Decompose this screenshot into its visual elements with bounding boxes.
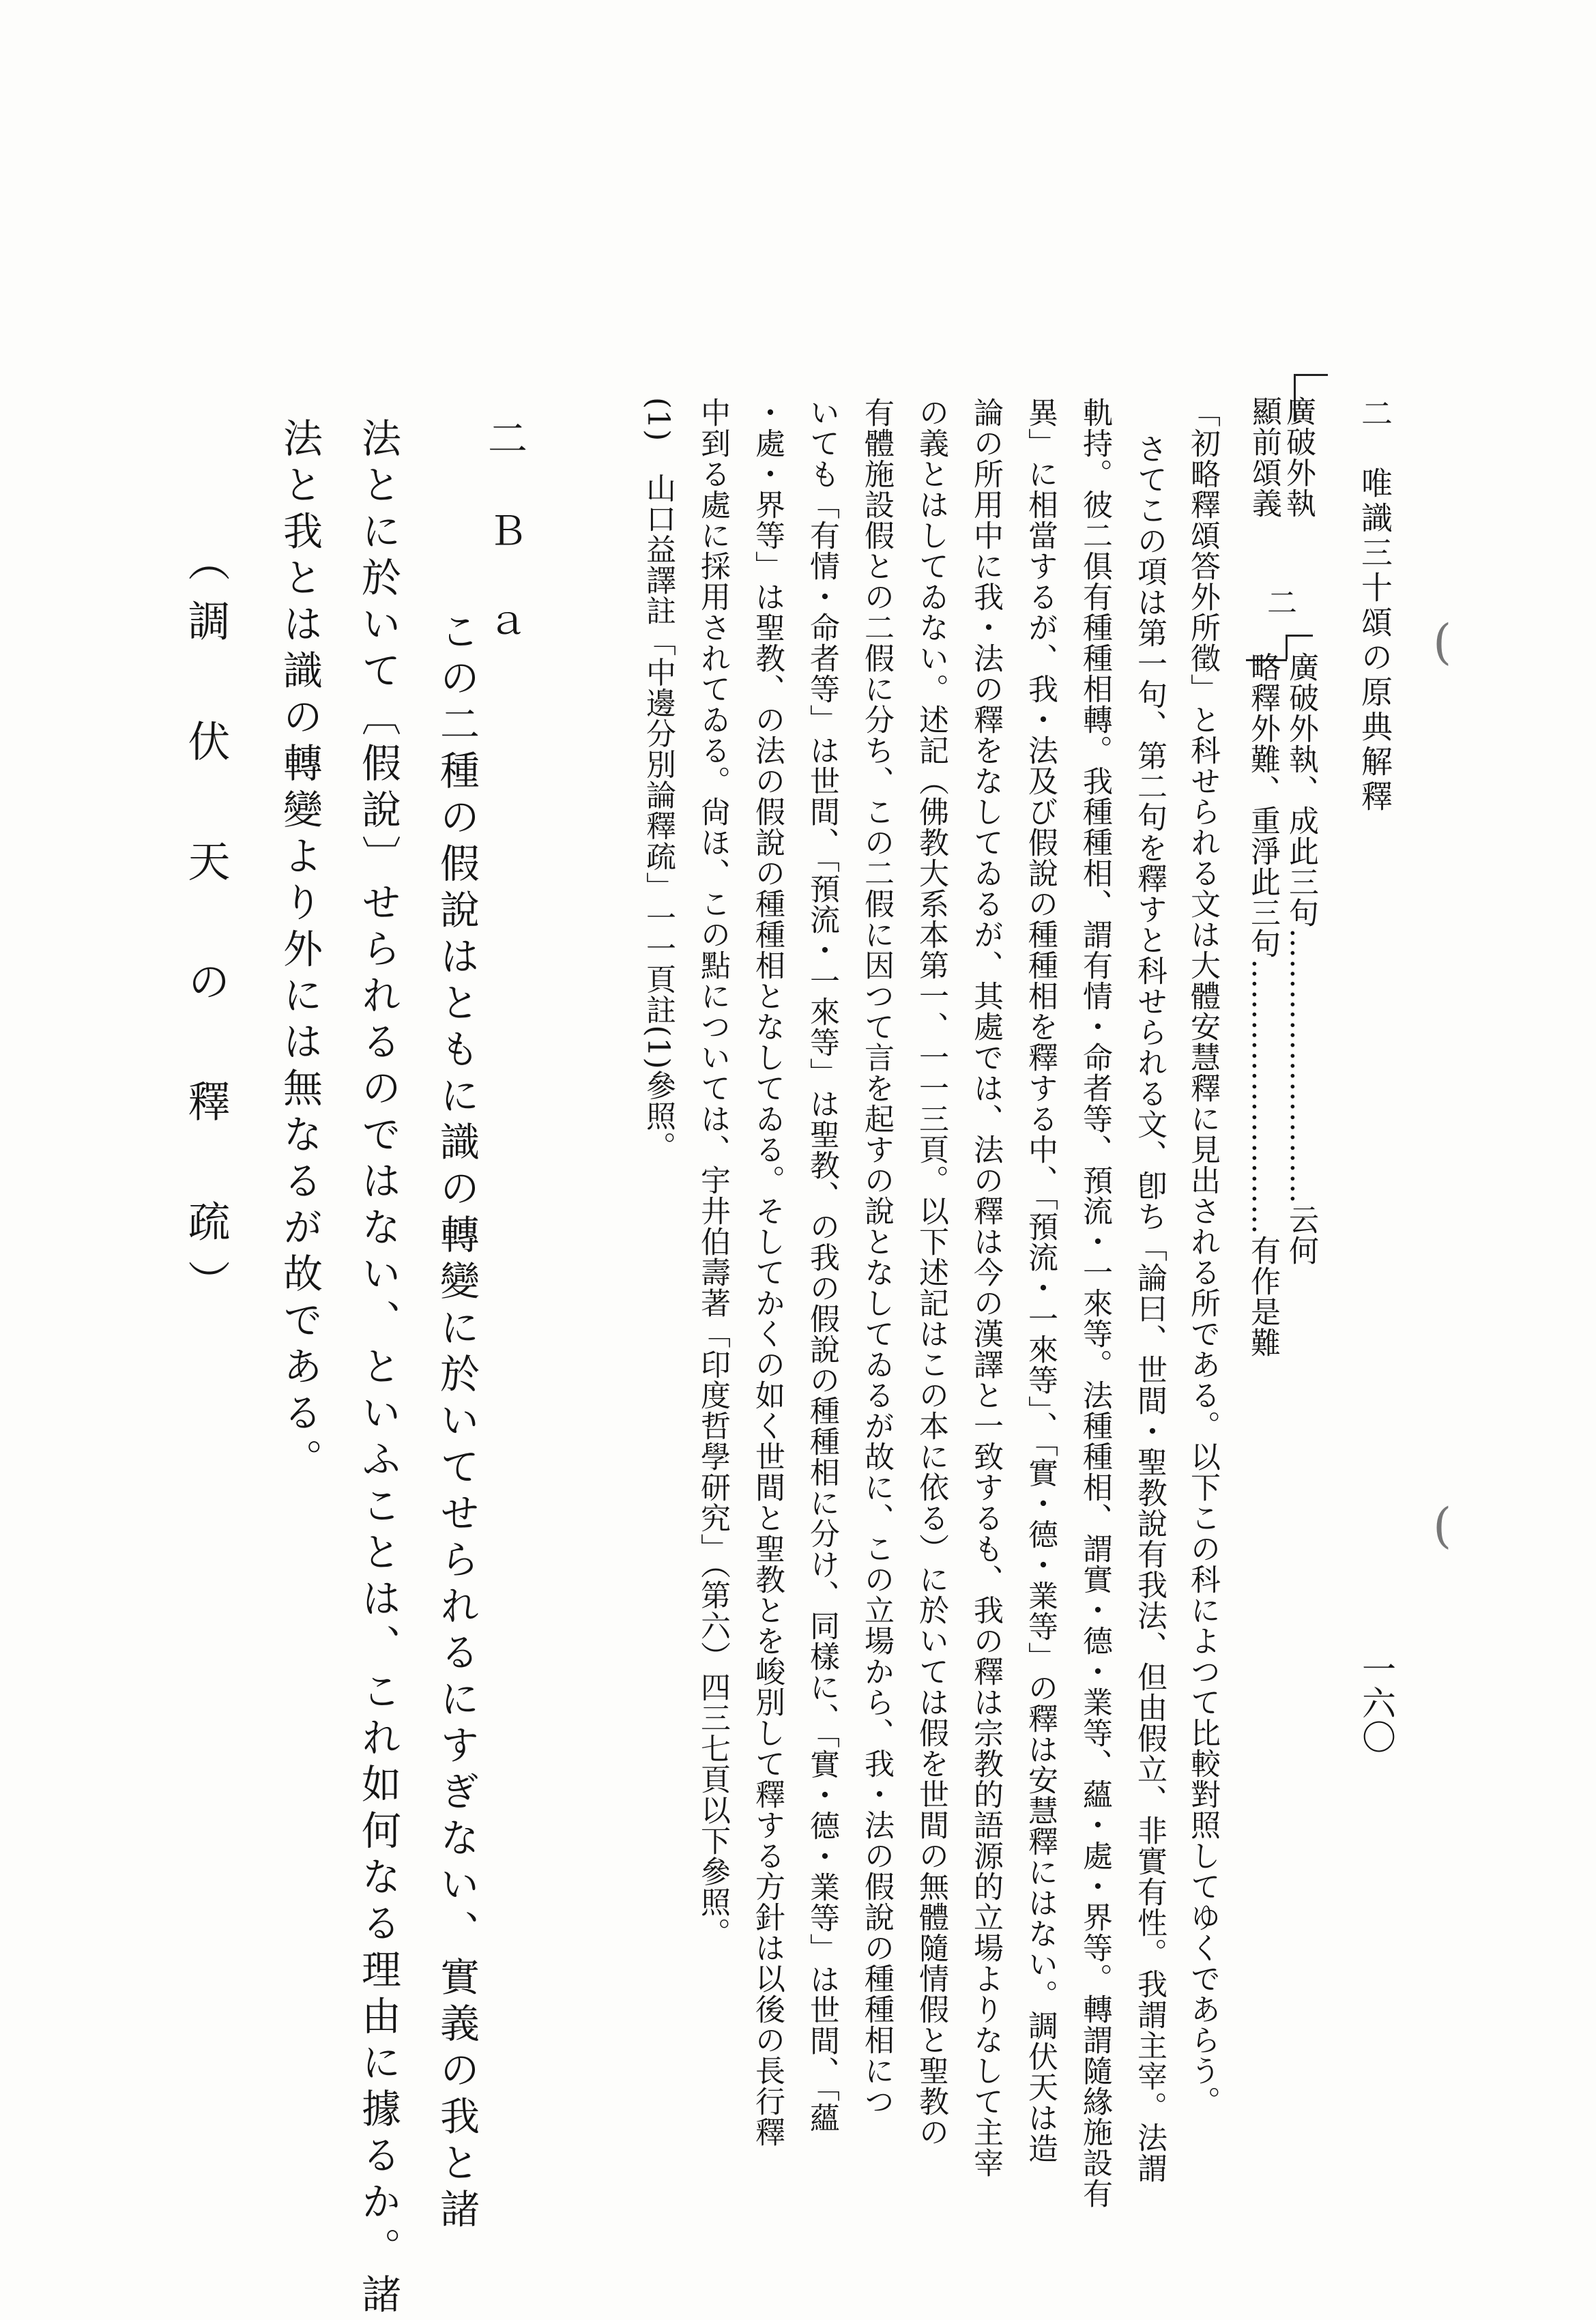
outline-group-line1: 廣破外執 — [1281, 396, 1316, 519]
paragraph-line: ・處・界等」は聖教、の法の假說の種種相となしてゐる。そしてかくの如く世間と聖教とを峻別して釋する方針は以後の長行釋 — [750, 397, 785, 2147]
section-line-2: 法とに於いて〔假說〕せられるのではない、といふことは、これ如何なる理由に據るか。諸 — [355, 418, 401, 2320]
paragraph-line: 軌持。彼二俱有種種相轉。我種種相、謂有情・命者等、預流・一來等。法種種相、謂實・德・業等、蘊・處・界等。轉謂隨緣施設有 — [1077, 397, 1112, 2209]
running-title: 二 唯識三十頌の原典解釋 — [1356, 397, 1393, 815]
paragraph-line: さてこの項は第一句、第二句を釋すと科せられる文、卽ち「論曰、世間・聖教說有我法、但由假立、非實有性。我謂主宰。法謂 — [1132, 433, 1167, 2184]
paragraph-line: の義とはしてゐない。述記（佛教大系本第一、一一三頁。以下述記はこの本に依る）に於いては假を世間の無體隨情假と聖教の — [914, 397, 948, 2147]
outline-branch-bottom-line: 略釋外難、重淨此三句………………………有作是難 — [1245, 652, 1280, 1358]
section-line-1: この二種の假說はともに識の轉變に於いてせられるにすぎない、實義の我と諸 — [433, 611, 480, 2235]
paragraph-line: いても「有情・命者等」は世間、「預流・一來等」は聖教、の我の假說の種種相に分け、同樣に、「實・德・業等」は世間、「蘊 — [804, 397, 839, 2133]
footnote: (1) 山口益譯註「中邊分別論釋疏」一一頁註(1)參照。 — [641, 397, 676, 1162]
margin-mark: ( — [1433, 1498, 1452, 1554]
section-label: 二 Ｂ ａ — [481, 418, 527, 650]
paragraph-line: 中到る處に採用されてゐる。尙ほ、この點については、宇井伯壽著「印度哲學研究」（第六）四三七頁以下參照。 — [695, 397, 730, 1948]
paragraph-line: 異」に相當するが、我・法及び假說の種種相を釋する中、「預流・一來等」、「實・德・業等」の釋は安慧釋にはない。調伏天は造 — [1023, 397, 1058, 2164]
paragraph-line: 論の所用中に我・法の釋をなしてゐるが、其處では、法の釋は今の漢譯と一致するも、我の釋は宗教的語源的立場よりなして主宰 — [968, 397, 1003, 2178]
section-subtitle: （調 伏 天 の 釋 疏） — [181, 539, 231, 1320]
outline-group-line2: 顯前頌義 — [1247, 396, 1281, 519]
outline-branch-top-line: 廣破外執、成此三句………………………云何 — [1283, 652, 1318, 1266]
outline-bracket-top — [1294, 374, 1328, 376]
outline-branch-top-tick — [1286, 635, 1313, 637]
paragraph-line: 有體施設假との二假に分ち、この二假に因つて言を起すの說となしてゐるが故に、この立場から、我・法の假說の種種相につ — [859, 397, 894, 2117]
section-line-3: 法と我とは識の轉變より外には無なるが故である。 — [276, 418, 323, 1485]
paragraph-line: 「初略釋頌答外所徵」と科せられる文は大體安慧釋に見出される所である。以下この科によつて比較對照してゆくであらう。 — [1185, 397, 1220, 2117]
outline-branch-number: 二 — [1262, 587, 1296, 618]
page-number: 一六〇 — [1356, 1651, 1396, 1754]
margin-mark: ( — [1433, 614, 1452, 670]
